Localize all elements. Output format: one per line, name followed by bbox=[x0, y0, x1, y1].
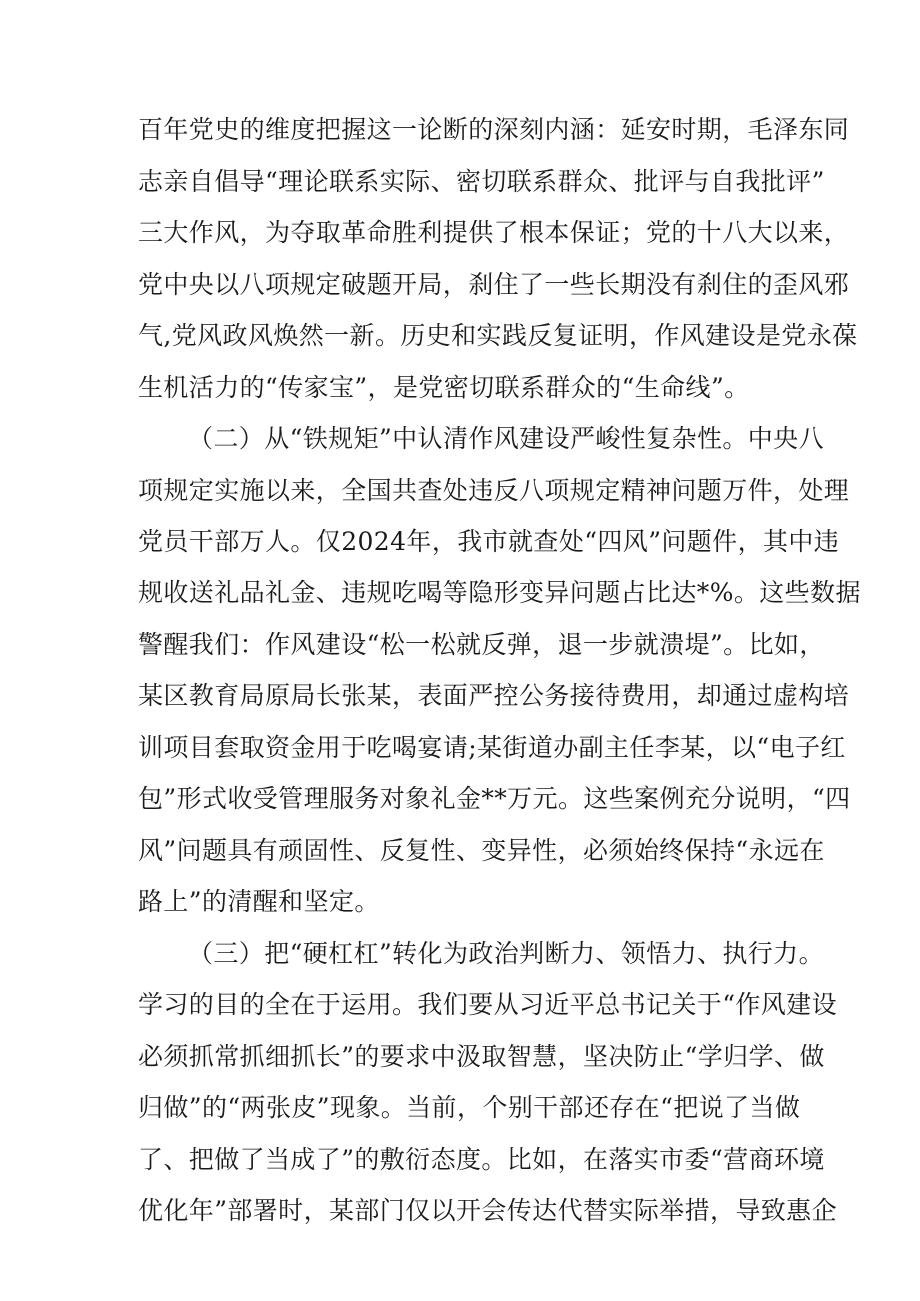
text-line: 生机活力的“传家宝”，是党密切联系群众的“生命线”。 bbox=[138, 373, 750, 402]
text-line: 气,党风政风焕然一新。历史和实践反复证明，作风建设是党永葆 bbox=[138, 321, 858, 350]
text-line: 党中央以八项规定破题开局，刹住了一些长期没有刹住的歪风邪 bbox=[138, 270, 850, 299]
text-line: 警醒我们：作风建设“松一松就反弹，退一步就溃堤”。比如， bbox=[138, 630, 825, 659]
paragraph-heading-2: （二）从“铁规矩”中认清作风建设严峻性复杂性。中央八 bbox=[188, 424, 824, 453]
text-line: 规收送礼品礼金、违规吃喝等隐形变异问题占比达*%。这些数据 bbox=[138, 578, 861, 607]
text-line: 必须抓常抓细抓长”的要求中汲取智慧，坚决防止“学归学、做 bbox=[138, 1042, 825, 1071]
paragraph-heading-3: （三）把“硬杠杠”转化为政治判断力、领悟力、执行力。 bbox=[188, 939, 824, 968]
text-line: 某区教育局原局长张某，表面严控公务接待费用，却通过虚构培 bbox=[138, 681, 850, 710]
text-line: 包”形式收受管理服务对象礼金**万元。这些案例充分说明，“四 bbox=[138, 784, 851, 813]
text-line: 党员干部万人。仅2024年，我市就查处“四风”问题件，其中违 bbox=[138, 527, 840, 556]
text-line: 志亲自倡导“理论联系实际、密切联系群众、批评与自我批评” bbox=[138, 167, 825, 196]
text-line: 优化年”部署时，某部门仅以开会传达代替实际举措，导致惠企 bbox=[138, 1196, 837, 1225]
text-line: 了、把做了当成了”的敷衍态度。比如，在落实市委“营商环境 bbox=[138, 1145, 825, 1174]
text-line: 三大作风，为夺取革命胜利提供了根本保证；党的十八大以来， bbox=[138, 218, 850, 247]
text-line: 风”问题具有顽固性、反复性、变异性，必须始终保持“永远在 bbox=[138, 836, 825, 865]
text-line: 百年党史的维度把握这一论断的深刻内涵：延安时期，毛泽东同 bbox=[138, 115, 850, 144]
text-line: 学习的目的全在于运用。我们要从习近平总书记关于“作风建设 bbox=[138, 990, 837, 1019]
text-line: 项规定实施以来，全国共查处违反八项规定精神问题万件，处理 bbox=[138, 476, 850, 505]
text-line: 归做”的“两张皮”现象。当前，个别干部还存在“把说了当做 bbox=[138, 1093, 801, 1122]
text-line: 路上”的清醒和坚定。 bbox=[138, 887, 380, 916]
text-line: 训项目套取资金用于吃喝宴请;某街道办副主任李某，以“电子红 bbox=[138, 733, 846, 762]
